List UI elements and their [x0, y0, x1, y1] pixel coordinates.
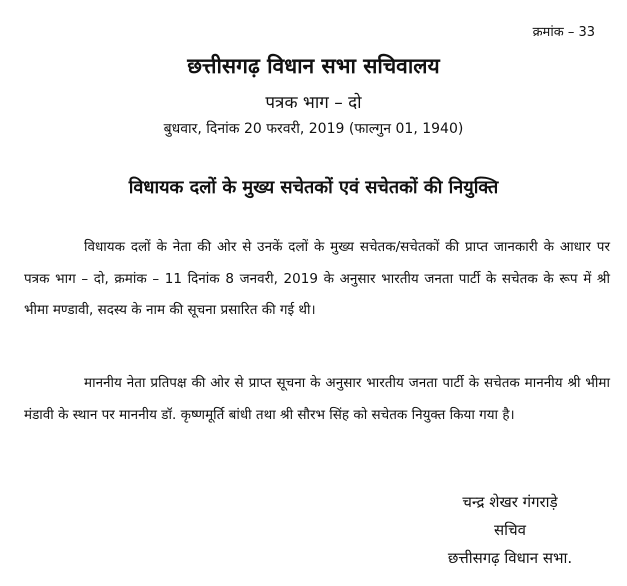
body-paragraph-1: विधायक दलों के नेता की ओर से उनकें दलों के मुख्य सचेतक/सचेतकों की प्राप्त जानकारी के आधार पर पत्रक भाग – दो, क्रमांक – 11 दिनांक 8 जनवरी, 2019 के अनुसार भारतीय जनता पार्टी के सचेतक के रूप में श्री भीमा मण्डावी, सदस्य के नाम की सूचना प्रसारित की गई थी। — [24, 239, 610, 318]
body-paragraph-2: माननीय नेता प्रतिपक्ष की ओर से प्राप्त सूचना के अनुसार भारतीय जनता पार्टी के सचेतक माननीय श्री भीमा मंडावी के स्थान पर माननीय डॉ. कृष्णमूर्ति बांधी तथा श्री सौरभ सिंह को सचेतक नियुक्त किया गया है। — [24, 375, 610, 423]
organization-name: छत्तीसगढ़ विधान सभा सचिवालय — [187, 54, 440, 78]
subject-heading: विधायक दलों के मुख्य सचेतकों एवं सचेतकों की नियुक्ति — [128, 177, 499, 198]
signatory-name: चन्द्र शेखर गंगराड़े — [462, 493, 558, 511]
bulletin-part: पत्रक भाग – दो — [265, 93, 362, 113]
date-line: बुधवार, दिनांक 20 फरवरी, 2019 (फाल्गुन 01, 1940) — [163, 121, 464, 137]
signatory-office: छत्तीसगढ़ विधान सभा. — [447, 549, 573, 567]
serial-number: क्रमांक – 33 — [532, 25, 595, 40]
signatory-designation: सचिव — [494, 521, 526, 539]
